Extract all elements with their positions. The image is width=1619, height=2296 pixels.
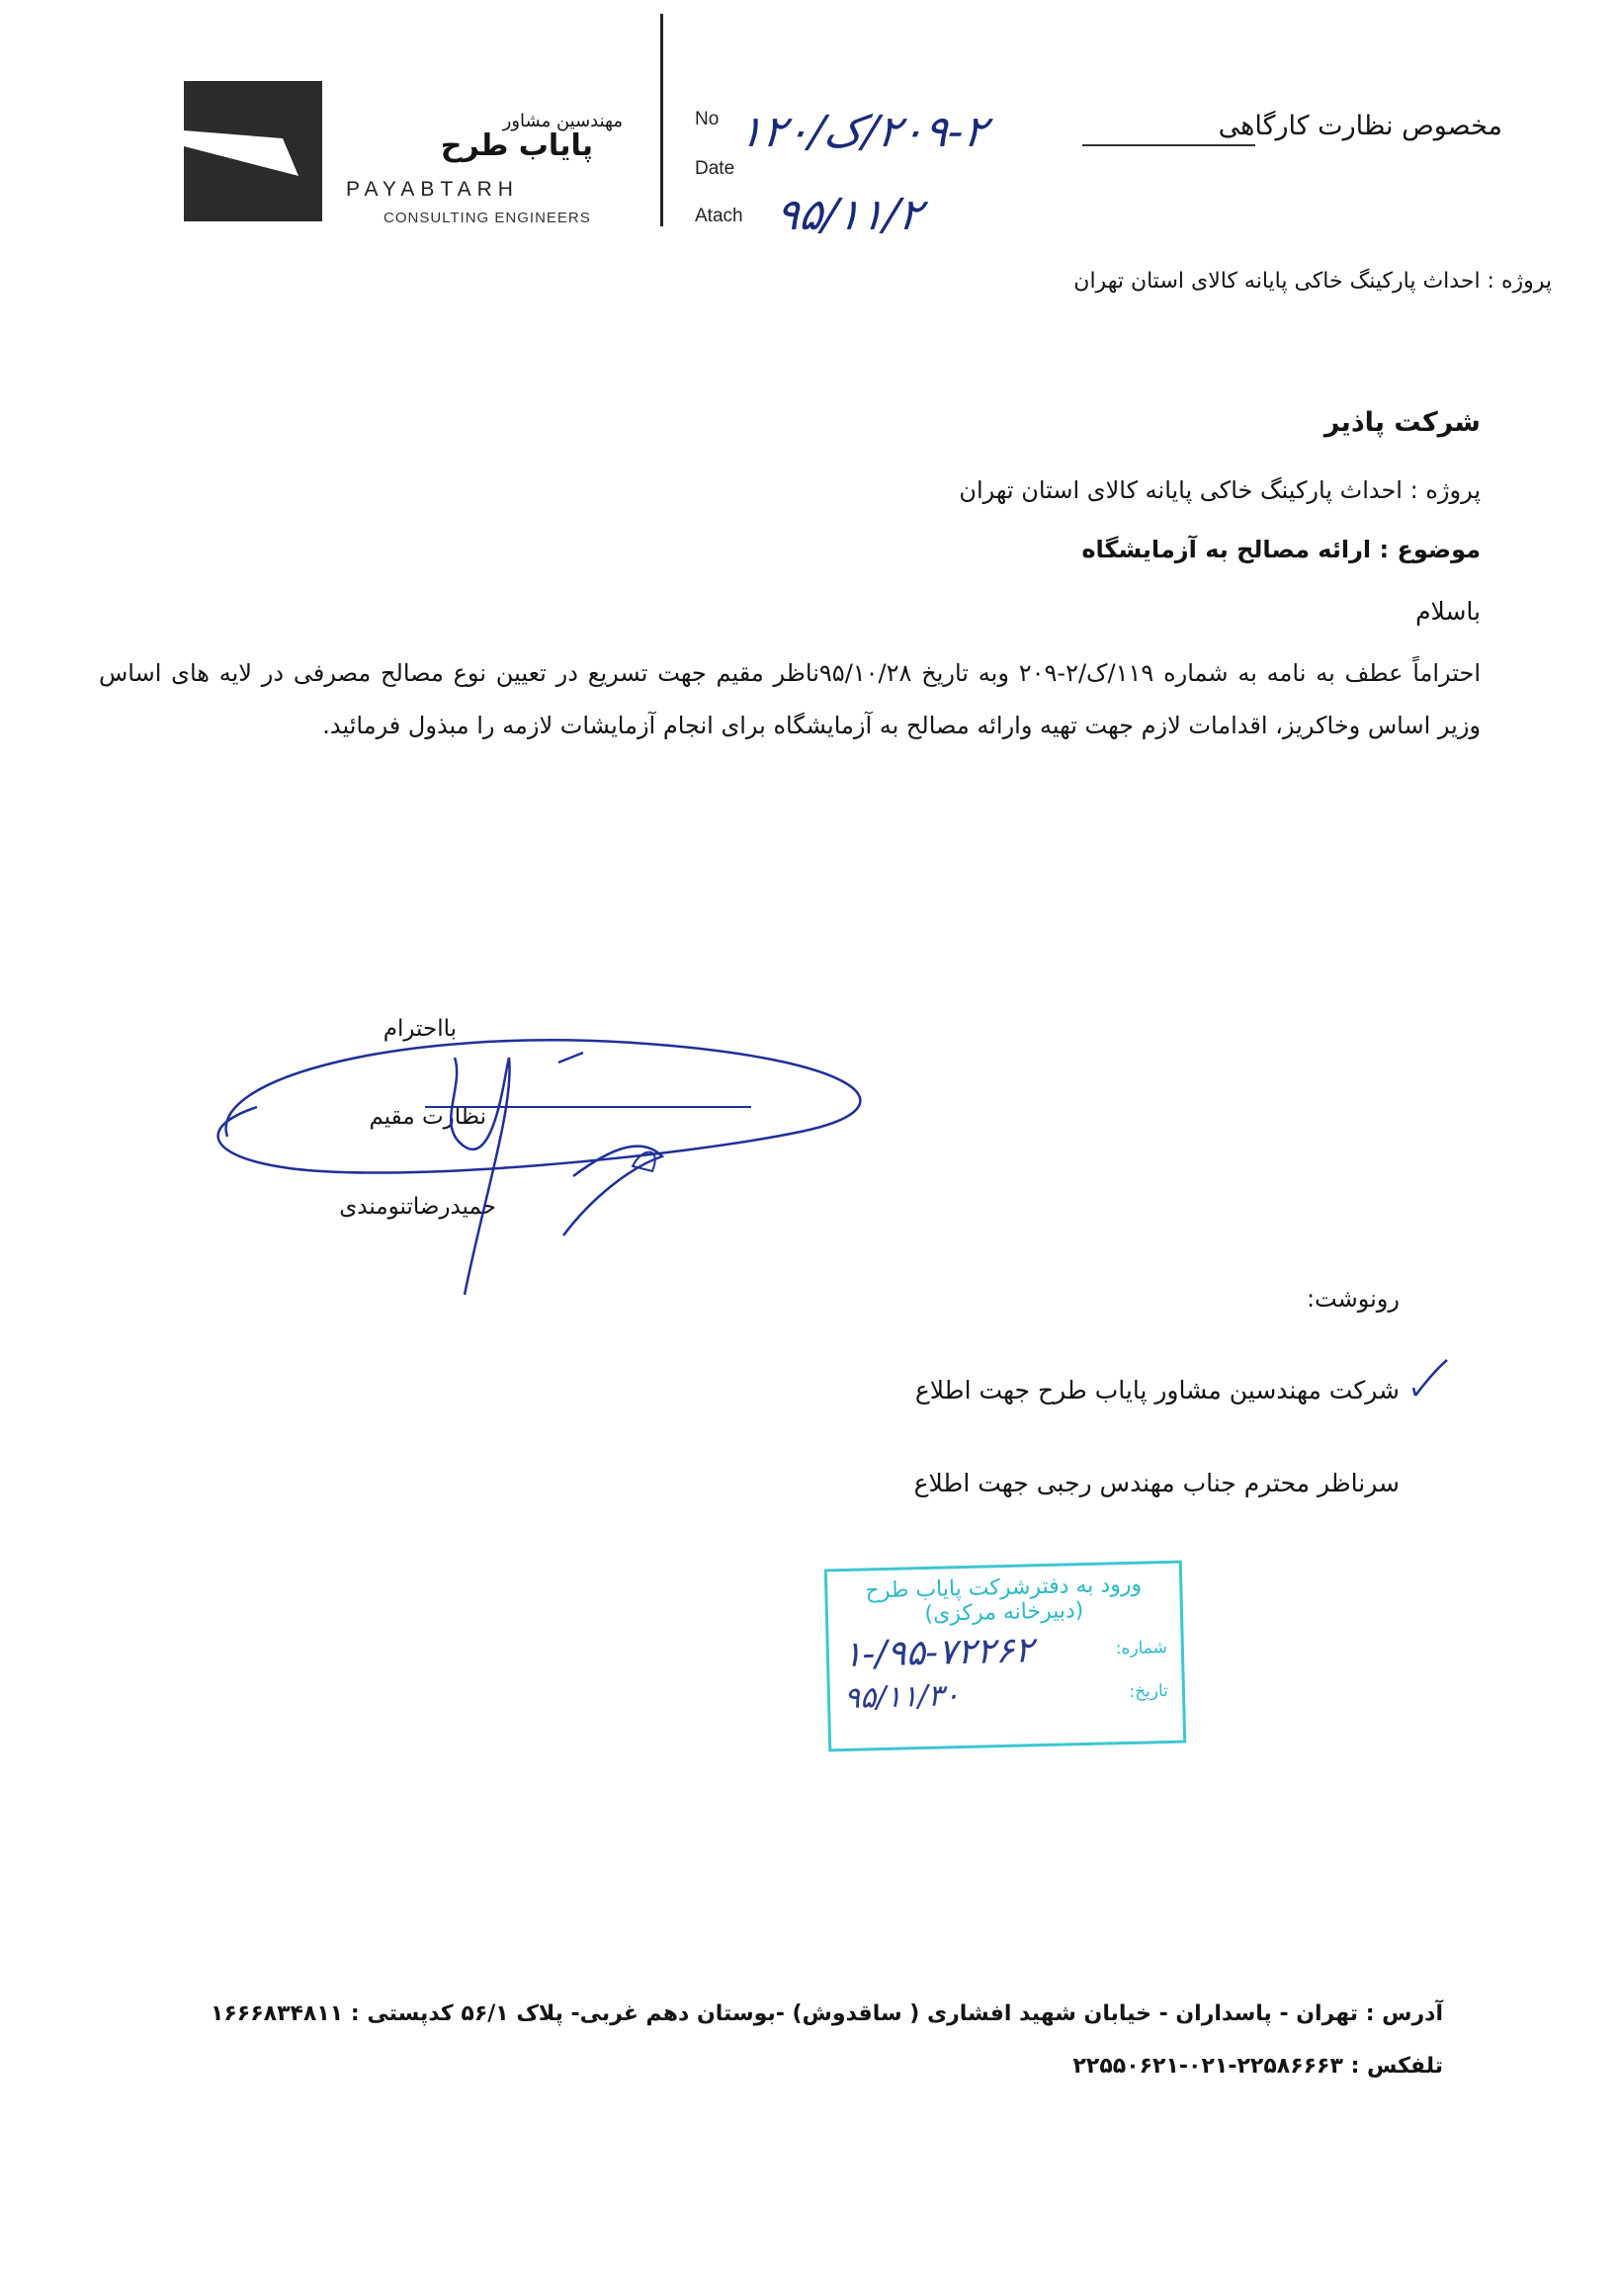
brand-name-fa-small: مهندسین مشاور	[502, 111, 623, 131]
subject-line: موضوع : ارائه مصالح به آزمایشگاه	[1081, 536, 1481, 563]
office-underline	[1082, 144, 1255, 146]
body-paragraph: احتراماً عطف به نامه به شماره ۱۱۹/ک/۲-۲۰۹ وبه تاریخ ۹۵/۱۰/۲۸ناظر مقیم جهت تسریع در تعیین نوع مصالح مصرفی در لایه های اساس وزیر اساس وخاکریز، اقدامات لازم جهت تهیه وارائه مصالح به آزمایشگاه برای انجام آزمایشات لازمه را مبذول فرمائید.	[99, 659, 1482, 739]
payabtarh-logo-icon	[184, 81, 322, 221]
recipient: شرکت پاذیر	[1323, 407, 1481, 438]
checkmark-icon	[1411, 1354, 1451, 1403]
no-label: No	[695, 109, 720, 129]
cc-title: رونوشت:	[1306, 1285, 1400, 1313]
stamp-number: ۱-/۹۵-۷۲۲۶۲	[842, 1630, 1035, 1676]
cc-item: شرکت مهندسین مشاور پایاب طرح جهت اطلاع	[914, 1376, 1400, 1404]
date-label: Date	[695, 158, 735, 179]
office-label: مخصوص نظارت کارگاهی	[1218, 111, 1502, 141]
footer-address: آدرس : تهران - پاسداران - خیابان شهید افشاری ( ساقدوش) -بوستان دهم غربی- پلاک ۵۶/۱ کدپستی : ۱۶۶۶۸۳۴۸۱۱	[210, 2001, 1443, 2026]
stamp-number-label: شماره:	[1115, 1637, 1168, 1658]
footer-phone: تلفکس : ۲۲۵۸۶۶۶۳-۰۲۱-۲۲۵۵۰۶۲۱	[1072, 2054, 1443, 2079]
stamp-date: ۹۵/۱۱/۳۰	[843, 1678, 961, 1716]
stamp-subtitle: (دبیرخانه مرکزی)	[924, 1598, 1084, 1627]
signature-role: نظارت مقیم	[369, 1104, 486, 1130]
signature-name: حمیدرضاتنومندی	[339, 1194, 496, 1220]
signature-closing: بااحترام	[383, 1016, 457, 1042]
header-project: پروژه : احداث پارکینگ خاکی پایانه کالای استان تهران	[1073, 269, 1552, 294]
cc-item: سرناظر محترم جناب مهندس رجبی جهت اطلاع	[913, 1469, 1400, 1497]
signature-icon	[168, 998, 899, 1324]
received-stamp	[824, 1561, 1186, 1752]
attach-label: Atach	[695, 206, 743, 226]
stamp-date-row	[844, 1673, 1169, 1716]
stamp-date-label: تاریخ:	[1129, 1680, 1169, 1702]
brand-name-en: PAYABTARH	[346, 178, 519, 201]
handwritten-letter-date: ۹۵/۱۱/۲	[773, 190, 925, 240]
header-divider	[660, 14, 663, 226]
brand-name-fa: پایاب طرح	[440, 128, 593, 163]
greeting: باسلام	[1415, 597, 1481, 626]
stamp-title: ورود به دفترشرکت پایاب طرح	[865, 1572, 1143, 1604]
brand-subtitle: CONSULTING ENGINEERS	[383, 210, 591, 226]
stamp-number-row	[842, 1627, 1167, 1675]
handwritten-letter-number: ۲۰۹-۲/ک/۱۲۰	[736, 107, 990, 157]
project-line: پروژه : احداث پارکینگ خاکی پایانه کالای استان تهران	[959, 476, 1481, 504]
